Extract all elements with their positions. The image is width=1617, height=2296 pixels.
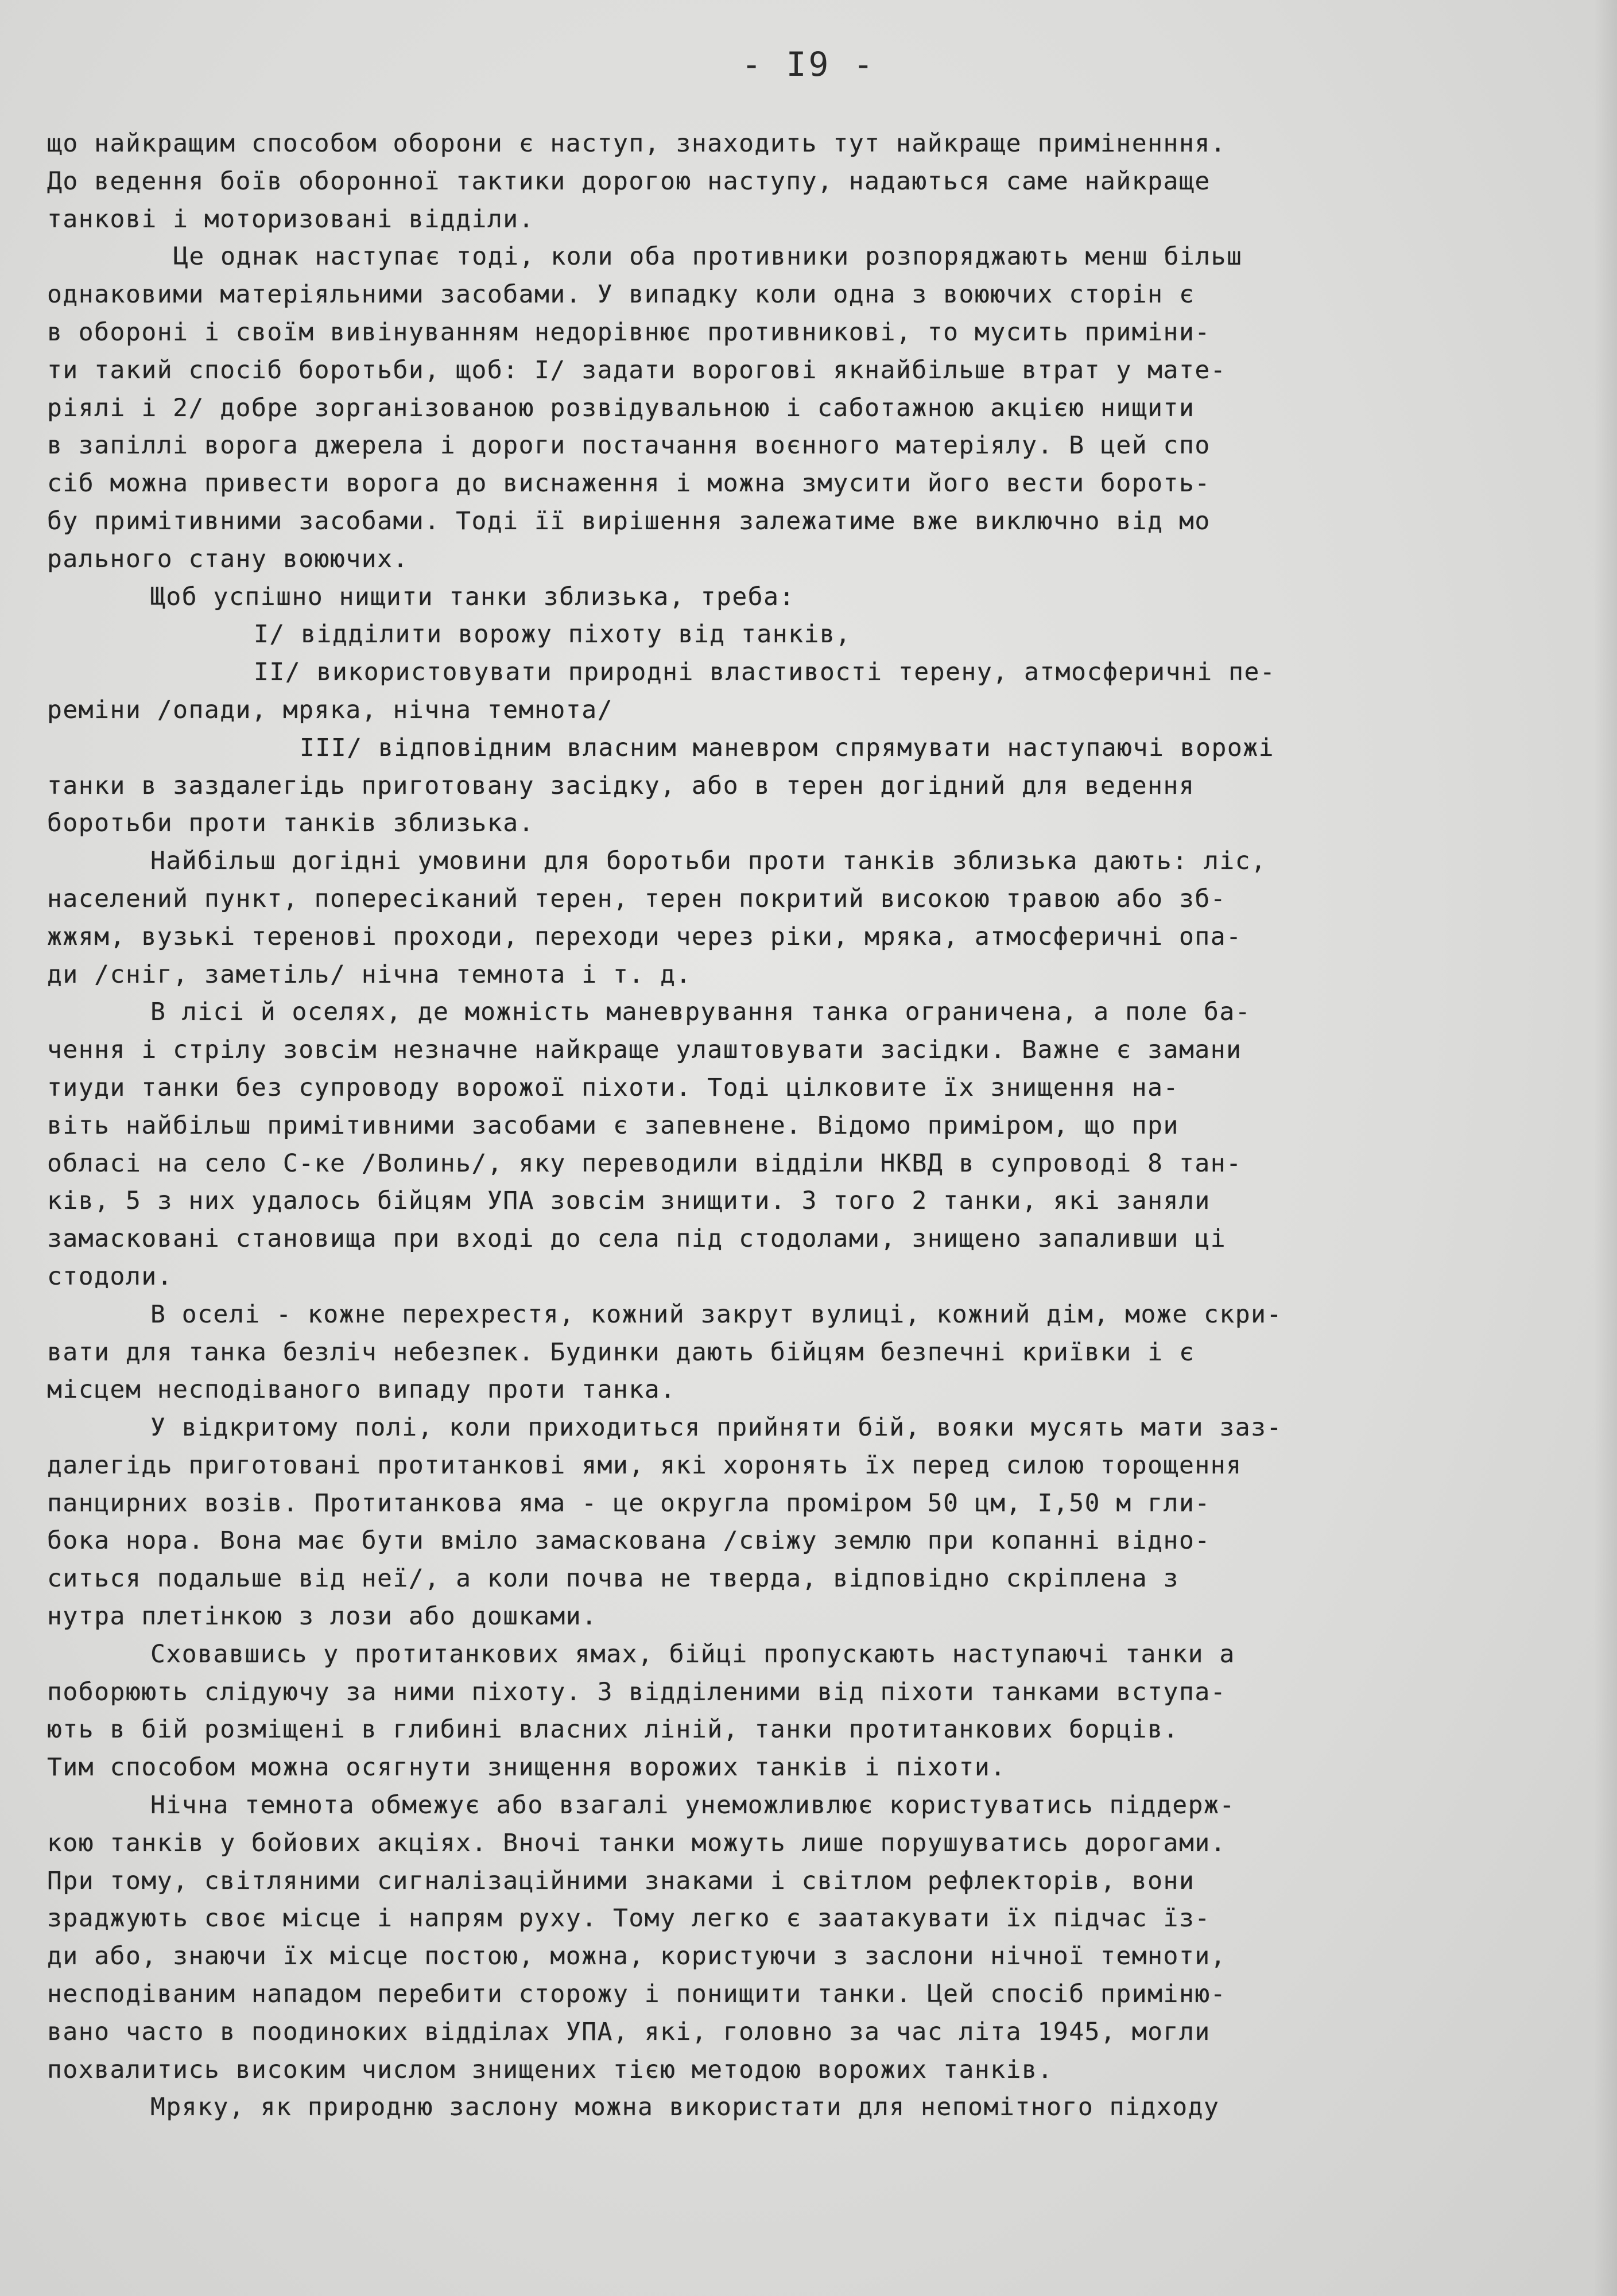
page-number: - I9 -: [741, 45, 876, 84]
text-line: сіб можна привести ворога до виснаження і можна змусити його вести бороть-: [47, 469, 1211, 498]
text-line: похвалитись високим числом знищених тією методою ворожих танків.: [47, 2055, 1053, 2084]
text-line: Мряку, як природню заслону можна використати для непомітного підходу: [150, 2093, 1220, 2122]
text-line: жжям, вузькі теренові проходи, переходи через ріки, мряка, атмосферичні опа-: [47, 922, 1242, 951]
text-line: бу примітивними засобами. Тоді її вирішення залежатиме вже виключно від мо: [47, 506, 1211, 536]
text-line: При тому, світляними сигналізаційними знаками і світлом рефлекторів, вони: [47, 1866, 1195, 1895]
list-item: I/ відділити ворожу піхоту від танків,: [254, 620, 851, 649]
text-line: танкові і моторизовані відділи.: [47, 204, 535, 234]
text-line: Сховавшись у протитанкових ямах, бійці пропускають наступаючі танки а: [150, 1639, 1235, 1669]
page-edge-shadow: [1594, 0, 1617, 2296]
text-line: реміни /опади, мряка, нічна темнота/: [47, 695, 613, 724]
text-line: поборюють слідуючу за ними піхоту. З відділеними від піхоти танками вступа-: [47, 1677, 1227, 1707]
text-line: в запіллі ворога джерела і дороги постачання воєнного матеріялу. В цей спо: [47, 431, 1211, 460]
text-line: ди або, знаючи їх місце постою, можна, користуючи з заслони нічної темноти,: [47, 1942, 1227, 1971]
text-line: місцем несподіваного випаду проти танка.: [47, 1375, 676, 1405]
text-line: ти такий спосіб боротьби, щоб: I/ задати ворогові якнайбільше втрат у мате-: [47, 355, 1227, 385]
text-line: В оселі - кожне перехрестя, кожний закрут вулиці, кожний дім, може скри-: [150, 1300, 1282, 1329]
text-line: ють в бій розміщені в глибині власних ліній, танки протитанкових борців.: [47, 1715, 1179, 1744]
text-line: В лісі й оселях, де можність маневрування танка ограничена, а поле ба-: [150, 998, 1251, 1027]
text-line: населений пункт, попересіканий терен, терен покритий високою травою або зб-: [47, 884, 1227, 913]
text-line: що найкращим способом оборони є наступ, знаходить тут найкраще приміненння.: [47, 129, 1227, 158]
text-line: рального стану воюючих.: [47, 544, 409, 573]
text-line: У відкритому полі, коли приходиться прийняти бій, вояки мусять мати заз-: [150, 1413, 1282, 1442]
text-line: До ведення боїв оборонної тактики дорогою наступу, надаються саме найкраще: [47, 166, 1211, 196]
text-line: віть найбільш примітивними засобами є запевнене. Відомо приміром, що при: [47, 1111, 1179, 1140]
text-line: кою танків у бойових акціях. Вночі танки можуть лише порушуватись дорогами.: [47, 1828, 1227, 1857]
text-line: тиуди танки без супроводу ворожої піхоти. Тоді цілковите їх знищення на-: [47, 1073, 1179, 1102]
text-line: вано часто в поодиноких відділах УПА, які, головно за час літа 1945, могли: [47, 2017, 1211, 2046]
text-line: в обороні і своїм вивінуванням недорівнює противникові, то мусить приміни-: [47, 317, 1211, 347]
text-line: Найбільш догідні умовини для боротьби проти танків зблизька дають: ліс,: [150, 847, 1267, 876]
body-text: [47, 125, 1562, 2127]
text-line: ди /сніг, заметіль/ нічна темнота і т. д.: [47, 960, 692, 989]
text-line: Нічна темнота обмежує або взагалі унеможливлює користуватись піддерж-: [150, 1791, 1235, 1820]
text-line: далегідь приготовані протитанкові ями, які хоронять їх перед силою торощення: [47, 1450, 1242, 1480]
list-item: II/ використовувати природні властивості терену, атмосферичні пе-: [254, 658, 1276, 687]
text-line: ків, 5 з них удалось бійцям УПА зовсім знищити. З того 2 танки, які заняли: [47, 1186, 1211, 1216]
text-line: нутра плетінкою з лози або дошками.: [47, 1602, 598, 1631]
text-line: однаковими матеріяльними засобами. У випадку коли одна з воюючих сторін є: [47, 280, 1195, 309]
text-line: ситься подальше від неї/, а коли почва не тверда, відповідно скріплена з: [47, 1564, 1179, 1593]
text-line: обласі на село С-ке /Волинь/, яку переводили відділи НКВД в супроводі 8 тан-: [47, 1149, 1242, 1178]
text-line: Це однак наступає тоді, коли оба противники розпоряджають менш більш: [173, 242, 1243, 272]
text-line: ріялі і 2/ добре зорганізованою розвідувальною і саботажною акцією нищити: [47, 393, 1195, 422]
text-line: бока нора. Вона має бути вміло замаскована /свіжу землю при копанні відно-: [47, 1526, 1211, 1556]
text-line: танки в заздалегідь приготовану засідку, або в терен догідний для ведення: [47, 771, 1195, 800]
text-line: замасковані становища при вході до села під стодолами, знищено запаливши ці: [47, 1224, 1227, 1254]
text-line: панцирних возів. Протитанкова яма - це округла проміром 50 цм, I,50 м гли-: [47, 1488, 1211, 1518]
text-line: стодоли.: [47, 1262, 173, 1291]
text-line: вати для танка безліч небезпек. Будинки дають бійцям безпечні криївки і є: [47, 1337, 1195, 1367]
text-line: чення і стрілу зовсім незначне найкраще улаштовувати засідки. Важне є замани: [47, 1035, 1242, 1065]
text-line: Щоб успішно нищити танки зблизька, треба:: [150, 582, 795, 611]
text-line: зраджують своє місце і напрям руху. Тому легко є заатакувати їх підчас їз-: [47, 1904, 1211, 1933]
text-line: Тим способом можна осягнути знищення ворожих танків і піхоти.: [47, 1753, 1006, 1782]
text-line: несподіваним нападом перебити сторожу і понищити танки. Цей спосіб приміню-: [47, 1980, 1227, 2009]
text-line: боротьби проти танків зблизька.: [47, 809, 535, 838]
list-item: III/ відповідним власним маневром спрямувати наступаючі ворожі: [300, 733, 1275, 762]
